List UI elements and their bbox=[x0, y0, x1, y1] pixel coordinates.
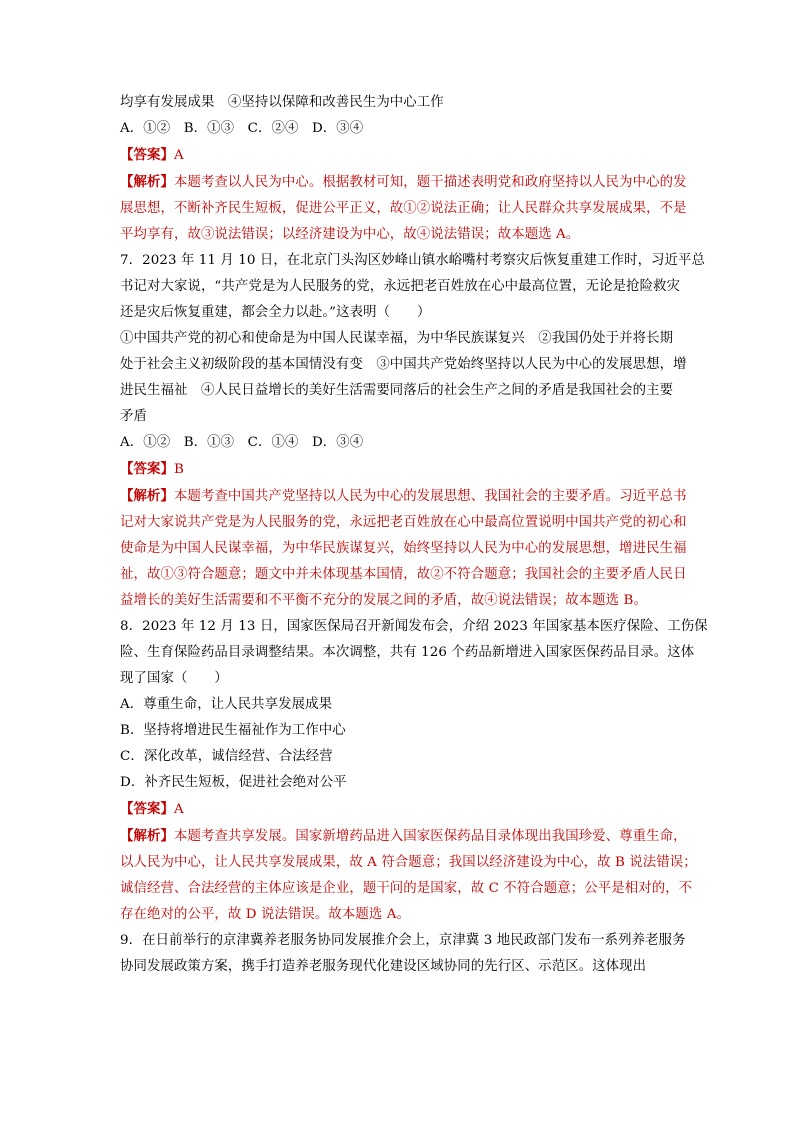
explanation-line: 使命是为中国人民谋幸福，为中华民族谋复兴，始终坚持以人民为中心的发展思想，增进民生福 bbox=[120, 541, 687, 556]
explanation-line: 以人民为中心，让人民共享发展成果，故 A 符合题意；我国以经济建设为中心，故 B 说法错误； bbox=[120, 855, 697, 870]
explanation-line: 平均享有，故③说法错误；以经济建设为中心，故④说法错误；故本题选 A。 bbox=[120, 227, 580, 242]
answer-line bbox=[120, 145, 680, 166]
question-line: 还是灾后恢复重建，都会全力以赴。”这表明（ ） bbox=[120, 305, 431, 320]
answer-line bbox=[120, 799, 680, 820]
option-line: 处于社会主义初级阶段的基本国情没有变 ③中国共产党始终坚持以人民为中心的发展思想，增 bbox=[120, 357, 687, 372]
question-line: 7．2023 年 11 月 10 日，在北京门头沟区妙峰山镇水峪嘴村考察灾后恢复重建工作时，习近平总 bbox=[120, 253, 706, 268]
explanation-text: 本题考查以人民为中心。根据教材可知，题干描述表明党和政府坚持以人民为中心的发 bbox=[173, 175, 687, 190]
option-c: C．深化改革，诚信经营、合法经营 bbox=[120, 749, 333, 764]
explanation-line: 祉，故①③符合题意；题文中并未体现基本国情，故②不符合题意；我国社会的主要矛盾人民日 bbox=[120, 567, 687, 582]
explanation-label: 【解析】 bbox=[120, 174, 174, 190]
option-b: B．坚持将增进民生福祉作为工作中心 bbox=[120, 723, 346, 738]
explanation-line bbox=[120, 486, 687, 507]
question-line: 书记对大家说，“共产党是为人民服务的党，永远把老百姓放在心中最高位置，无论是抢险救灾 bbox=[120, 279, 681, 294]
explanation-line: 存在绝对的公平，故 D 说法错误。故本题选 A。 bbox=[120, 907, 410, 922]
option-d: D．补齐民生短板，促进社会绝对公平 bbox=[120, 775, 347, 790]
explanation-line: 记对大家说共产党是为人民服务的党，永远把老百姓放在心中最高位置说明中国共产党的初心和 bbox=[120, 515, 687, 530]
option-a: A．尊重生命，让人民共享发展成果 bbox=[120, 697, 333, 712]
explanation-line bbox=[120, 172, 687, 193]
choices-line: A．①② B．①③ C．②④ D．③④ bbox=[120, 121, 364, 136]
question-line: 9．在日前举行的京津冀养老服务协同发展推介会上，京津冀 3 地民政部门发布一系列养老服务 bbox=[120, 933, 686, 948]
answer-label: 【答案】 bbox=[120, 801, 174, 817]
option-line: 矛盾 bbox=[120, 409, 147, 424]
answer-label: 【答案】 bbox=[120, 461, 174, 477]
page-content bbox=[120, 93, 708, 983]
answer-label: 【答案】 bbox=[120, 147, 174, 163]
explanation-text: 本题考查中国共产党坚持以人民为中心的发展思想、我国社会的主要矛盾。习近平总书 bbox=[173, 489, 687, 504]
choices-line: A．①② B．①③ C．①④ D．③④ bbox=[120, 435, 364, 450]
answer-value: B bbox=[173, 462, 184, 477]
explanation-line: 展思想，不断补齐民生短板，促进公平正义，故①②说法正确；让人民群众共享发展成果，不是 bbox=[120, 201, 687, 216]
option-line: 进民生福祉 ④人民日益增长的美好生活需要同落后的社会生产之间的矛盾是我国社会的主要 bbox=[120, 383, 674, 398]
explanation-label: 【解析】 bbox=[120, 488, 174, 504]
explanation-line bbox=[120, 826, 687, 847]
explanation-line: 诚信经营、合法经营的主体应该是企业，题干问的是国家，故 C 不符合题意；公平是相对的，不 bbox=[120, 881, 693, 896]
option-line: ①中国共产党的初心和使命是为中国人民谋幸福，为中华民族谋复兴 ②我国仍处于并将长期 bbox=[120, 331, 674, 346]
option-line: 均享有发展成果 ④坚持以保障和改善民生为中心工作 bbox=[120, 95, 444, 110]
question-line: 险、生育保险药品目录调整结果。本次调整，共有 126 个药品新增进入国家医保药品目录。这体 bbox=[120, 645, 695, 660]
answer-line bbox=[120, 459, 680, 480]
answer-value: A bbox=[173, 802, 184, 817]
explanation-line: 益增长的美好生活需要和不平衡不充分的发展之间的矛盾，故④说法错误；故本题选 B。 bbox=[120, 593, 647, 608]
question-line: 协同发展政策方案，携手打造养老服务现代化建设区域协同的先行区、示范区。这体现出 bbox=[120, 959, 647, 974]
explanation-label: 【解析】 bbox=[120, 828, 174, 844]
question-line: 8．2023 年 12 月 13 日，国家医保局召开新闻发布会，介绍 2023 年国家基本医疗保险、工伤保 bbox=[120, 619, 708, 634]
explanation-text: 本题考查共享发展。国家新增药品进入国家医保药品目录体现出我国珍爱、尊重生命， bbox=[173, 829, 687, 844]
answer-value: A bbox=[173, 148, 184, 163]
question-line: 现了国家（ ） bbox=[120, 671, 228, 686]
